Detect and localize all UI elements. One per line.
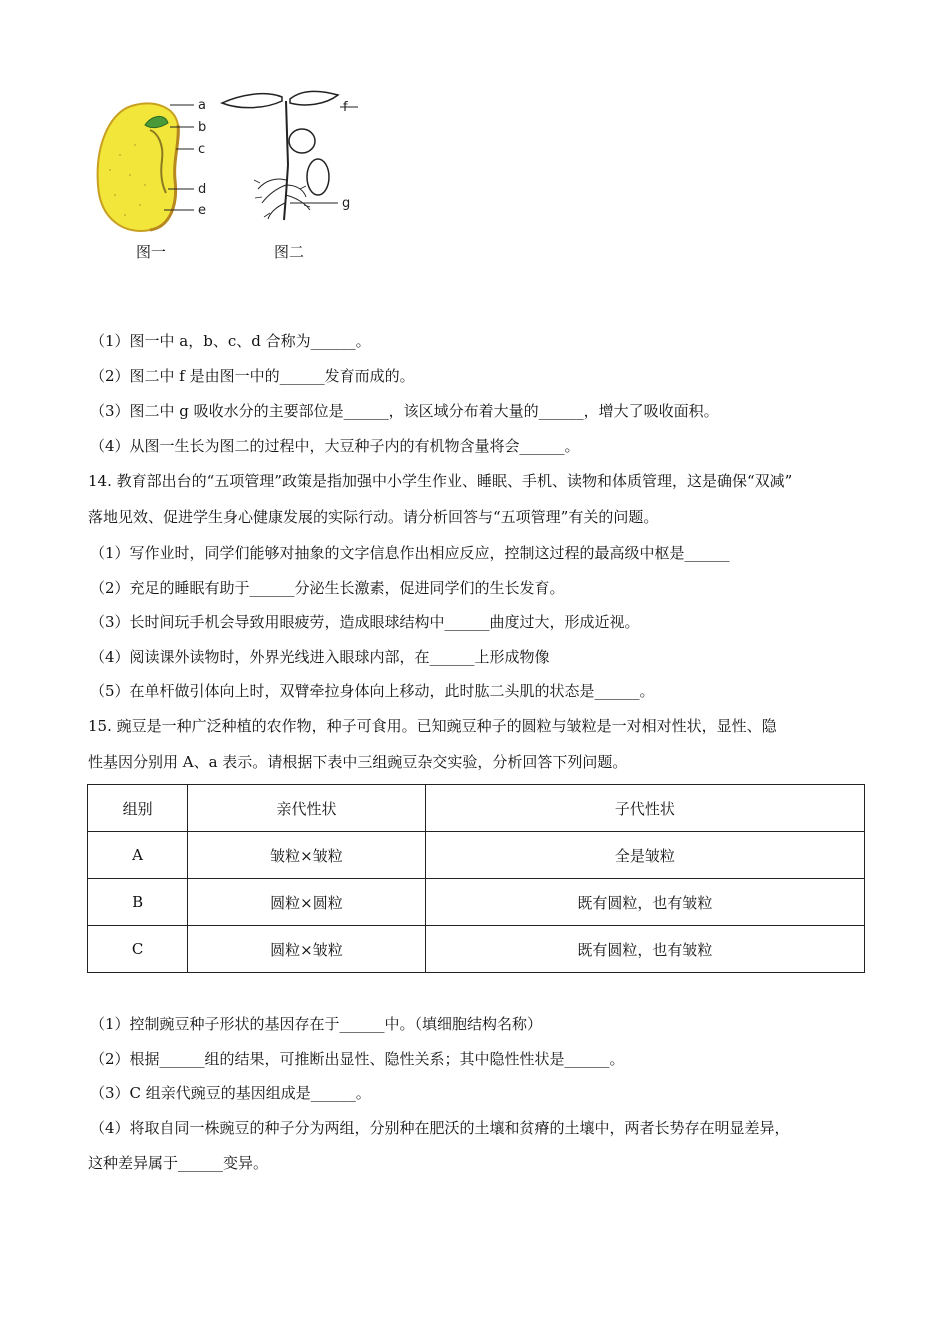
- q14-sub5: （5）在单杆做引体向上时，双臂牵拉身体向上移动，此时肱二头肌的状态是______。: [90, 682, 655, 700]
- bean-seed-diagram: [98, 98, 207, 231]
- cross-table: [87, 784, 865, 973]
- q15-stem-line1: 15. 豌豆是一种广泛种植的农作物，种子可食用。已知豌豆种子的圆粒与皱粒是一对相对性状，显性、隐: [88, 717, 777, 735]
- q15-sub3: （3）C 组亲代豌豆的基因组成是______。: [90, 1084, 371, 1102]
- q14-sub4: （4）阅读课外读物时，外界光线进入眼球内部，在______上形成物像: [90, 648, 550, 666]
- table-header: 子代性状: [425, 785, 864, 832]
- q14-stem-line1: 14. 教育部出台的“五项管理”政策是指加强中小学生作业、睡眠、手机、读物和体质管理，这是确保“双减”: [88, 472, 793, 490]
- table-row: [88, 926, 865, 973]
- label-d: d: [198, 182, 207, 197]
- table-cell: 既有圆粒，也有皱粒: [425, 879, 864, 926]
- table-header: 亲代性状: [188, 785, 426, 832]
- q14-stem-line2: 落地见效、促进学生身心健康发展的实际行动。请分析回答与“五项管理”有关的问题。: [88, 508, 659, 526]
- q13-sub1: （1）图一中 a，b、c、d 合称为______。: [90, 332, 371, 350]
- seedling-diagram: [222, 91, 358, 220]
- table-cell: 皱粒×皱粒: [188, 832, 426, 879]
- fig1-caption: 图一: [136, 243, 167, 261]
- q14-sub2: （2）充足的睡眠有助于______分泌生长激素，促进同学们的生长发育。: [90, 579, 565, 597]
- table-cell: 圆粒×皱粒: [188, 926, 426, 973]
- table-cell: 既有圆粒，也有皱粒: [425, 926, 864, 973]
- q14-sub3: （3）长时间玩手机会导致用眼疲劳，造成眼球结构中______曲度过大，形成近视。: [90, 613, 640, 631]
- table-cell: 圆粒×圆粒: [188, 879, 426, 926]
- q13-sub4: （4）从图一生长为图二的过程中，大豆种子内的有机物含量将会______。: [90, 437, 580, 455]
- fig2-caption: 图二: [274, 243, 305, 261]
- q13-sub2: （2）图二中 f 是由图一中的______发育而成的。: [90, 367, 415, 385]
- label-f: f: [343, 100, 348, 115]
- table-header-row: [88, 785, 865, 832]
- table-header: 组别: [88, 785, 188, 832]
- q14-sub1: （1）写作业时，同学们能够对抽象的文字信息作出相应反应，控制这过程的最高级中枢是______: [90, 544, 730, 562]
- bean-figures: [90, 85, 370, 275]
- table-cell: 全是皱粒: [425, 832, 864, 879]
- q15-sub2: （2）根据______组的结果，可推断出显性、隐性关系；其中隐性性状是______。: [90, 1050, 625, 1068]
- label-g: g: [342, 196, 351, 211]
- bean-figures-svg: [90, 85, 370, 275]
- q15-sub4-line2: 这种差异属于______变异。: [88, 1154, 269, 1172]
- label-b: b: [198, 120, 207, 135]
- label-e: e: [198, 203, 206, 218]
- table-cell: B: [88, 879, 188, 926]
- q15-sub4-line1: （4）将取自同一株豌豆的种子分为两组，分别种在肥沃的土壤和贫瘠的土壤中，两者长势存在明显差异，: [90, 1119, 790, 1137]
- table-row: [88, 879, 865, 926]
- table-cell: C: [88, 926, 188, 973]
- q13-sub3: （3）图二中 g 吸收水分的主要部位是______，该区域分布着大量的______，增大了吸收面积。: [90, 402, 719, 420]
- q15-stem-line2: 性基因分别用 A、a 表示。请根据下表中三组豌豆杂交实验，分析回答下列问题。: [88, 753, 628, 771]
- table-cell: A: [88, 832, 188, 879]
- label-c: c: [198, 142, 206, 157]
- label-a: a: [198, 98, 206, 113]
- table-row: [88, 832, 865, 879]
- q15-sub1: （1）控制豌豆种子形状的基因存在于______中。（填细胞结构名称）: [90, 1015, 543, 1033]
